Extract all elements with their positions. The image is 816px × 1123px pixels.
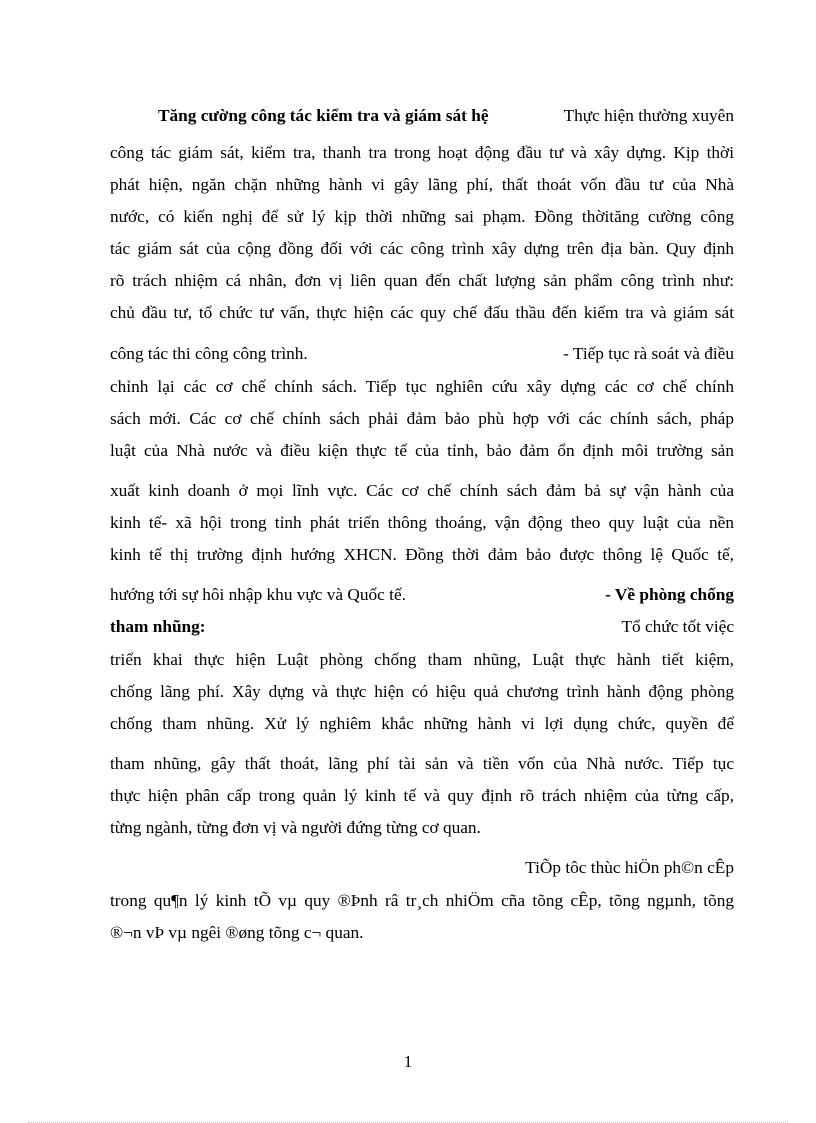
text-run: chủ đầu tư, tổ chức tư vấn, thực hiện các quy chế đấu thầu đến kiểm tra và giám sát <box>110 303 734 322</box>
text-line <box>110 545 734 567</box>
text-line <box>110 239 734 261</box>
text-run: nước, có kiến nghị để sử lý kịp thời những sai phạm. Đồng thờităng cường công <box>110 207 734 226</box>
text-line <box>110 513 734 535</box>
text-run: từng ngành, từng đơn vị và người đứng từng cơ quan. <box>110 818 481 837</box>
text-run: trong qu¶n lý kinh tÕ vµ quy ®Þnh râ tr¸ch nhiÖm cña tõng cÊp, tõng ngµnh, tõng <box>110 891 734 910</box>
text-run: TiÕp tôc thùc hiÖn ph©n cÊp <box>525 858 734 877</box>
bold-text: - Về phòng chống <box>605 585 734 604</box>
text-line <box>110 650 734 672</box>
text-run: chống lãng phí. Xây dựng và thực hiện có hiệu quả chương trình hành động phòng <box>110 682 734 701</box>
text-line <box>110 481 734 503</box>
text-run: Tổ chức tốt việc <box>621 617 734 636</box>
text-line <box>110 617 734 639</box>
text-run: kinh tế thị trường định hướng XHCN. Đồng thời đảm bảo được thông lệ Quốc tế, <box>110 545 734 564</box>
text-run: công tác thi công công trình. <box>110 344 308 363</box>
text-line <box>110 377 734 399</box>
text-run: - Tiếp tục rà soát và điều <box>563 344 734 363</box>
text-run: thực hiện phân cấp trong quản lý kinh tế và quy định rõ trách nhiệm của từng cấp, <box>110 786 734 805</box>
text-line <box>110 409 734 431</box>
text-line <box>110 344 734 366</box>
text-run: kinh tế- xã hội trong tỉnh phát triển thông thoáng, vận động theo quy luật của nền <box>110 513 734 532</box>
text-run: triển khai thực hiện Luật phòng chống tham nhũng, Luật thực hành tiết kiệm, <box>110 650 734 669</box>
bold-text: Tăng cường công tác kiểm tra và giám sát hệ <box>158 106 489 125</box>
text-run: hướng tới sự hôi nhập khu vực và Quốc tế. <box>110 585 406 604</box>
text-run: công tác giám sát, kiểm tra, thanh tra trong hoạt động đầu tư và xây dựng. Kịp thời <box>110 143 734 162</box>
text-run: chỉnh lại các cơ chế chính sách. Tiếp tục nghiên cứu xây dựng các cơ chế chính <box>110 377 734 396</box>
bold-text: tham nhũng: <box>110 617 206 636</box>
text-line <box>110 585 734 607</box>
text-line <box>110 714 734 736</box>
text-run: sách mới. Các cơ chế chính sách phải đảm bảo phù hợp với các chính sách, pháp <box>110 409 734 428</box>
text-line <box>110 754 734 776</box>
text-line <box>110 441 734 463</box>
text-run: tác giám sát của cộng đồng đối với các công trình xây dựng trên địa bàn. Quy định <box>110 239 734 258</box>
text-line <box>110 143 734 165</box>
text-run: chống tham nhũng. Xử lý nghiêm khắc những hành vi lợi dụng chức, quyền để <box>110 714 734 733</box>
text-run: Thực hiện thường xuyên <box>563 106 734 125</box>
page-number: 1 <box>403 1052 413 1071</box>
text-line <box>110 786 734 808</box>
text-run: tham nhũng, gây thất thoát, lãng phí tài sản và tiền vốn của Nhà nước. Tiếp tục <box>110 754 734 773</box>
text-line <box>110 106 734 128</box>
text-run: phát hiện, ngăn chặn những hành vi gây lãng phí, thất thoát vốn đầu tư của Nhà <box>110 175 734 194</box>
text-run: rõ trách nhiệm cá nhân, đơn vị liên quan đến chất lượng sản phẩm công trình như: <box>110 271 734 290</box>
text-line <box>110 858 734 880</box>
text-run: luật của Nhà nước và điều kiện thực tế của tỉnh, bảo đảm ổn định môi trường sản <box>110 441 734 460</box>
text-line <box>110 923 734 945</box>
text-line <box>110 891 734 913</box>
text-line <box>110 682 734 704</box>
text-line <box>110 271 734 293</box>
text-line <box>110 818 734 840</box>
text-run: xuất kinh doanh ở mọi lĩnh vực. Các cơ chế chính sách đảm bả sự vận hành của <box>110 481 734 500</box>
text-run: ®¬n vÞ vµ ngêi ®øng tõng c¬ quan. <box>110 923 364 942</box>
text-line <box>110 175 734 197</box>
text-line <box>110 303 734 325</box>
text-line <box>110 207 734 229</box>
